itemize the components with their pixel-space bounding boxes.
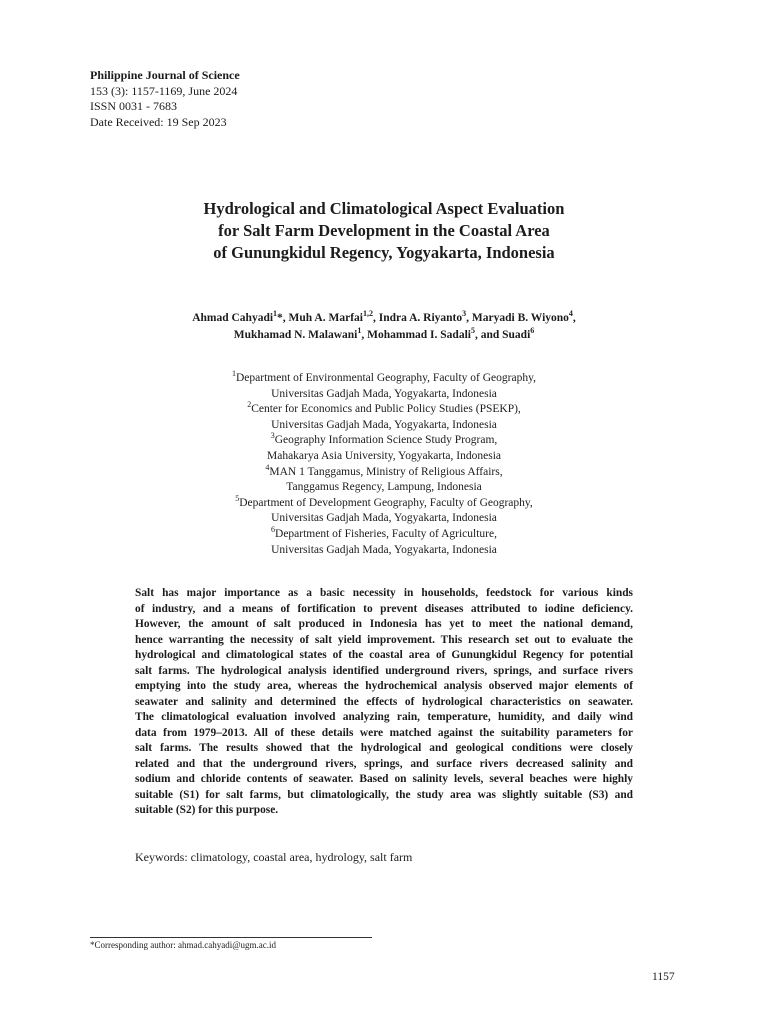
abstract-line: related and that the underground rivers, springs, and surface rivers decreased salinity and [135, 757, 633, 770]
affiliation-num: 2 [247, 400, 252, 410]
abstract-line: data from 1979–2013. All of these details were matched against the suitability parameters for [135, 726, 633, 739]
author-name: Mohammad I. Sadali [367, 328, 471, 341]
author-name: Ahmad Cahyadi [192, 312, 274, 324]
abstract-line: suitable (S2) for this purpose. [135, 804, 279, 816]
abstract-line: salt farms. The hydrological analysis identified underground rivers, springs, and surface rivers [135, 664, 633, 677]
abstract-line: sodium and chloride contents of seawater. Based on salinity levels, several beaches were highly [135, 773, 633, 785]
author-name: Mukhamad N. Malawani [233, 328, 358, 341]
journal-name: Philippine Journal of Science [90, 68, 240, 82]
title-line: Hydrological and Climatological Aspect Evaluation [203, 199, 565, 218]
title-line: of Gunungkidul Regency, Yogyakarta, Indonesia [213, 243, 555, 262]
affiliation-line [0, 433, 768, 449]
author-affil-sup: 1,2 [362, 309, 373, 319]
author-line [0, 310, 768, 327]
abstract-line: hydrological and climatological states of the coastal area of Gunungkidul Regency for potential [135, 649, 633, 661]
author-list [0, 310, 768, 343]
abstract-line: The climatological evaluation involved analyzing rain, temperature, humidity, and daily wind [135, 711, 633, 723]
paper-title [0, 198, 768, 264]
affiliation-line [0, 371, 768, 387]
affiliation-line [0, 493, 768, 512]
affiliation-text: Geography Information Science Study Program, [274, 434, 498, 447]
affiliation-num: 5 [235, 493, 240, 503]
abstract-line: of industry, and a means of fortification to prevent diseases attributed to iodine deficiency. [135, 602, 633, 615]
author-line [0, 327, 768, 344]
author-name: Muh A. Marfai [288, 312, 363, 324]
affiliation-text: Department of Development Geography, Faculty of Geography, [239, 496, 533, 509]
affiliation-line: Universitas Gadjah Mada, Yogyakarta, Indonesia [271, 418, 497, 431]
affiliation-line: Universitas Gadjah Mada, Yogyakarta, Indonesia [271, 512, 497, 525]
affiliation-text: Department of Environmental Geography, Faculty of Geography, [236, 372, 536, 384]
affiliation-num: 6 [271, 525, 276, 535]
abstract-line: emptying into the study area, whereas the hydrochemical analysis observed major elements of [135, 680, 633, 692]
author-sep: , and [474, 328, 503, 341]
author-name: Suadi [502, 328, 531, 341]
author-sep: , [361, 328, 368, 341]
date-received: Date Received: 19 Sep 2023 [90, 114, 227, 129]
abstract-line: However, the amount of salt produced in Indonesia has yet to meet the national demand, [135, 618, 633, 630]
affiliation-line: Tanggamus Regency, Lampung, Indonesia [286, 481, 482, 494]
author-name: Indra A. Riyanto [378, 312, 463, 324]
abstract-line: seawater and salinity and determined the effects of hydrological characteristics on seawater. [135, 695, 633, 708]
author-sep: *, [277, 312, 289, 324]
title-line: for Salt Farm Development in the Coastal Area [218, 221, 550, 240]
affiliation-num: 4 [265, 462, 270, 472]
journal-issn: ISSN 0031 - 7683 [90, 99, 178, 113]
author-affil-sup: 1 [357, 325, 362, 335]
affiliation-num: 3 [270, 431, 275, 441]
affiliation-line: Universitas Gadjah Mada, Yogyakarta, Indonesia [271, 543, 497, 556]
affiliation-list [0, 371, 768, 558]
journal-header [90, 68, 240, 130]
affiliation-line: Mahakarya Asia University, Yogyakarta, Indonesia [267, 449, 501, 462]
affiliation-text: MAN 1 Tanggamus, Ministry of Religious Affairs, [269, 465, 503, 478]
author-affil-sup: 4 [568, 309, 573, 319]
footnote-divider [90, 937, 372, 938]
abstract [135, 586, 633, 819]
affiliation-line: Universitas Gadjah Mada, Yogyakarta, Indonesia [271, 387, 497, 400]
author-sep: , [466, 312, 472, 324]
affiliation-line [0, 462, 768, 481]
abstract-line: suitable (S1) for salt farms, but climatologically, the study area was slightly suitable (S3) and [135, 788, 633, 801]
author-sep: , [572, 312, 576, 324]
affiliation-line [0, 402, 768, 418]
keywords: Keywords: climatology, coastal area, hydrology, salt farm [135, 850, 413, 864]
corresponding-author-footnote: *Corresponding author: ahmad.cahyadi@ugm.ac.id [90, 940, 276, 950]
author-name: Maryadi B. Wiyono [471, 312, 569, 324]
author-affil-sup: 3 [462, 309, 467, 319]
abstract-line: Salt has major importance as a basic necessity in households, feedstock for various kinds [135, 587, 633, 599]
author-sep: , [372, 312, 379, 324]
affiliation-text: Department of Fisheries, Faculty of Agriculture, [275, 527, 497, 540]
author-affil-sup: 6 [530, 325, 535, 335]
affiliation-line [0, 527, 768, 543]
affiliation-num: 1 [232, 369, 236, 379]
page-number: 1157 [652, 971, 675, 983]
abstract-line: hence warranting the necessity of salt yield improvement. This research set out to evaluate the [135, 633, 633, 646]
author-affil-sup: 5 [470, 325, 475, 335]
author-affil-sup: 1 [273, 309, 278, 319]
journal-volume: 153 (3): 1157-1169, June 2024 [90, 83, 238, 98]
abstract-line: salt farms. The results showed that the hydrological and geological conditions were closely [135, 742, 633, 754]
affiliation-text: Center for Economics and Public Policy Studies (PSEKP), [251, 403, 521, 416]
